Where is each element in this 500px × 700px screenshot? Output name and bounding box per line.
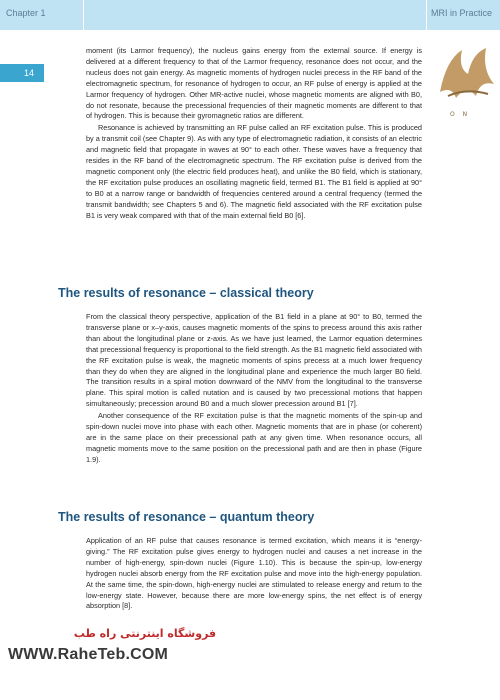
paragraph-text: Application of an RF pulse that causes resonance is termed excitation, which means it is “energy-giving.” The RF excitation pulse gives energy to hydrogen nuclei and causes a net increase in the number of high-energy, spin-down nuclei (Figure 1.10). This is because the spin-up, low-energy hydrogen nuclei absorb energy from the RF excitation pulse and move into the high-energy population. At the same time, the spin-down, high-energy nuclei are stimulated to release energy and return to the low-energy state. However, because there are more low-energy spins, the net effect is of energy absorption [8]. (86, 536, 422, 611)
watermark-url: WWW.RaheTeb.COM (8, 646, 169, 663)
section-heading: The results of resonance – quantum theory (58, 510, 315, 524)
body-text-section2 (86, 536, 422, 613)
page-number-tab (0, 64, 44, 82)
book-title: MRI in Practice (430, 8, 492, 18)
running-header (0, 0, 500, 30)
paragraph (86, 123, 422, 221)
paragraph (86, 312, 422, 410)
paragraph-text: From the classical theory perspective, application of the B1 field in a plane at 90° to B0, termed the transverse plane or x–y-axis, causes magnetic moments of the spins to precess around this axis rather than about the longitudinal plane or z-axis. As we have just learned, the Larmor equation determines that precessional frequency is proportional to the field strength. As the B1 magnetic field associated with the RF excitation pulse is weak, the magnetic moments of spins precess at a much lower frequency than they do when they are aligned in the longitudinal plane and experience the much larger B0 field. The transition results in a spiral motion downward of the NMV from the longitudinal to the transverse plane. This spiral motion is called nutation and is caused by two precessional motions that happen simultaneously; precession around B0 and a much slower precession around B1 [7]. (86, 312, 422, 409)
paragraph-text: Resonance is achieved by transmitting an RF pulse called an RF excitation pulse. This is produced by a transmit coil (see Chapter 9). As with any type of electromagnetic radiation, it consists of an electric and magnetic field that propagate in waves at 90° to each other. These waves have a frequency that resides in the RF band of the electromagnetic spectrum. The RF excitation pulse is derived from the magnetic component only (the electric field produces heat), and unlike the B0 field, which is stationary, the RF excitation pulse produces an oscillating magnetic field, termed B1. The B1 field is applied at 90° to B0 at a narrow range or bandwidth of frequencies centered around a central frequency (termed the transmit bandwidth; see Chapters 5 and 6). The magnetic field associated with the RF excitation pulse B1 is very weak compared with that of the main external field B0 [6]. (86, 123, 422, 220)
page-number: 14 (23, 68, 34, 78)
header-divider (426, 0, 427, 30)
logo-caption: O N (450, 111, 471, 118)
watermark-persian: فروشگاه اینترنتی راه طب (73, 627, 217, 640)
body-text-section1 (86, 312, 422, 467)
paragraph (86, 46, 422, 122)
body-text-top (86, 46, 422, 223)
paragraph-text: Another consequence of the RF excitation pulse is that the magnetic moments of the spin-up and spin-down nuclei move into phase with each other. Magnetic moments that are in phase (or coherent) are in the same place on their precessional path at any given time. When resonance occurs, all magnetic moments move to the same position on the precessional path and are then in phase (Figure 1.9). (86, 411, 422, 464)
chapter-label: Chapter 1 (6, 8, 46, 18)
header-divider (83, 0, 84, 30)
paragraph (86, 536, 422, 612)
paragraph-text: moment (its Larmor frequency), the nucleus gains energy from the external source. If energy is delivered at a different frequency to that of the Larmor frequency, resonance does not occur, and the nucleus does not gain energy. As magnetic moments of hydrogen nuclei precess in the RF band of the electromagnetic spectrum, for resonance of hydrogen to occur, an RF pulse of energy is applied at the Larmor frequency of hydrogen. Other MR-active nuclei, whose magnetic moments are aligned with B0, do not resonate, because the precessional frequencies of their magnetic moments are different to that of hydrogen. This is because their gyromagnetic ratios are different. (86, 46, 422, 121)
crown-logo-icon (432, 40, 500, 126)
paragraph (86, 411, 422, 466)
section-heading: The results of resonance – classical theory (58, 286, 314, 300)
